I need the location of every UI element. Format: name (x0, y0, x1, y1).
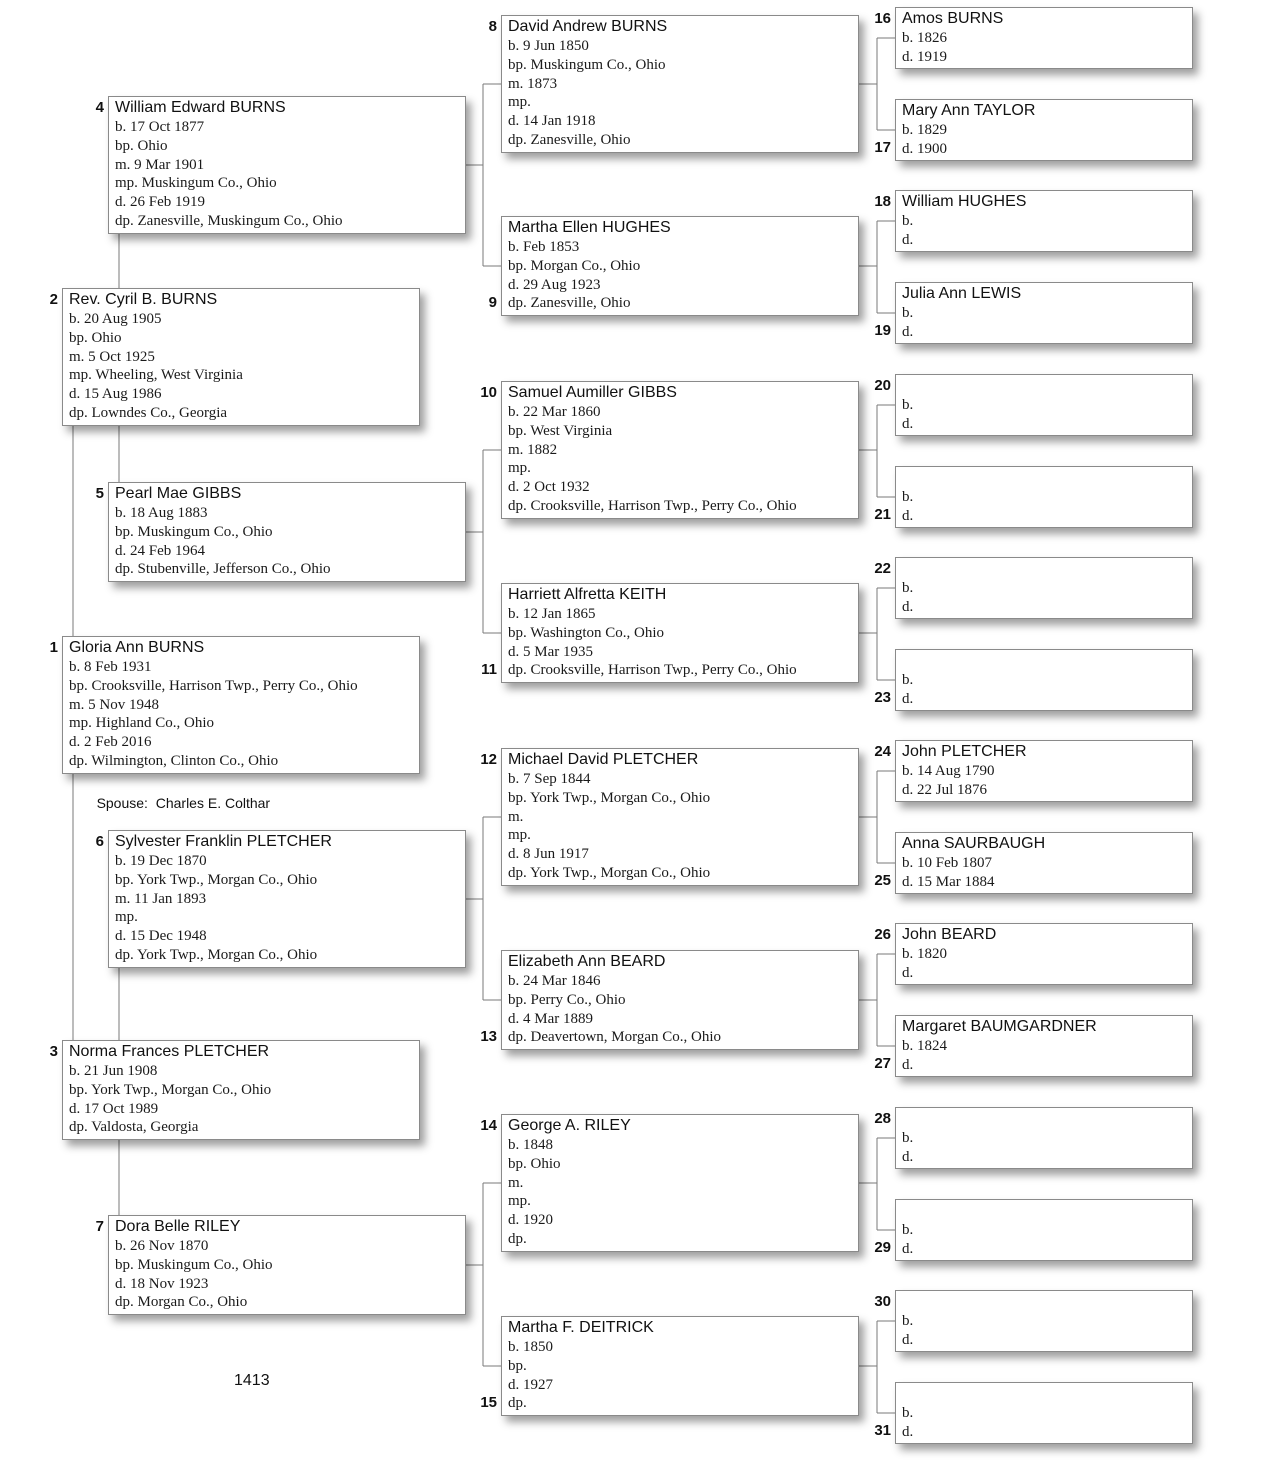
ancestor-number: 30 (874, 1293, 891, 1310)
person-box-12[interactable] (501, 748, 859, 886)
fact-b: b. 21 Jun 1908 (69, 1063, 158, 1079)
fact-d: d. 1920 (508, 1212, 553, 1229)
fact-bp: bp. Muskingum Co., Ohio (508, 56, 666, 73)
fact-bp: bp. York Twp., Morgan Co., Ohio (115, 871, 318, 888)
person-box-16[interactable] (895, 7, 1193, 69)
person-name: Dora Belle RILEY (115, 1218, 241, 1235)
fact-dp: dp. Zanesville, Ohio (508, 295, 631, 312)
fact-mp: mp. (508, 1193, 531, 1210)
person-box-15[interactable] (501, 1316, 859, 1416)
fact-d: d. 17 Oct 1989 (69, 1100, 159, 1117)
fact-bp: bp. Perry Co., Ohio (508, 991, 626, 1008)
fact-d: d. (902, 598, 914, 615)
fact-b: b. 20 Aug 1905 (69, 311, 162, 327)
fact-b: b. (902, 1222, 914, 1238)
person-name (902, 559, 1186, 579)
person-name: William HUGHES (902, 193, 1027, 210)
fact-d: d. 2 Oct 1932 (508, 479, 590, 496)
fact-b: b. 1826 (902, 30, 947, 46)
ancestor-number: 28 (874, 1110, 891, 1127)
fact-dp: dp. Wilmington, Clinton Co., Ohio (69, 752, 279, 769)
person-name (902, 468, 1186, 488)
person-name: William Edward BURNS (115, 99, 286, 116)
person-name (902, 1292, 1186, 1312)
fact-d: d. (902, 1240, 914, 1257)
page-number: 1413 (234, 1372, 270, 1389)
person-name: David Andrew BURNS (508, 18, 668, 35)
person-name: John PLETCHER (902, 743, 1027, 760)
person-name: Mary Ann TAYLOR (902, 102, 1036, 119)
ancestor-number: 17 (874, 139, 891, 156)
fact-b: b. (902, 305, 914, 321)
person-box-4[interactable] (108, 96, 466, 234)
person-name: George A. RILEY (508, 1117, 631, 1134)
fact-dp: dp. Deavertown, Morgan Co., Ohio (508, 1029, 722, 1046)
person-name: Margaret BAUMGARDNER (902, 1018, 1097, 1035)
person-box-13[interactable] (501, 950, 859, 1050)
fact-dp: dp. York Twp., Morgan Co., Ohio (115, 946, 318, 963)
person-box-6[interactable] (108, 830, 466, 968)
ancestor-number: 2 (49, 291, 58, 308)
fact-b: b. (902, 1405, 914, 1421)
fact-dp: dp. Zanesville, Muskingum Co., Ohio (115, 212, 343, 229)
ancestor-number: 26 (874, 926, 891, 943)
fact-d: d. (902, 1423, 914, 1440)
fact-d: d. 15 Aug 1986 (69, 386, 162, 403)
fact-m: m. (508, 1174, 524, 1191)
fact-b: b. 12 Jan 1865 (508, 606, 596, 622)
fact-mp: mp. Highland Co., Ohio (69, 715, 214, 732)
ancestor-number: 19 (874, 322, 891, 339)
person-box-1[interactable] (62, 636, 420, 774)
person-name: Harriett Alfretta KEITH (508, 586, 667, 603)
fact-mp: mp. (508, 94, 531, 111)
fact-d: d. 15 Dec 1948 (115, 928, 207, 945)
person-box-28[interactable] (895, 1107, 1193, 1169)
person-box-20[interactable] (895, 374, 1193, 436)
fact-mp: mp. Wheeling, West Virginia (69, 367, 243, 384)
fact-b: b. 9 Jun 1850 (508, 38, 589, 54)
ancestor-number: 31 (874, 1422, 891, 1439)
person-name: Elizabeth Ann BEARD (508, 953, 666, 970)
person-name: Michael David PLETCHER (508, 751, 699, 768)
person-box-26[interactable] (895, 923, 1193, 985)
fact-b: b. 26 Nov 1870 (115, 1238, 209, 1254)
fact-bp: bp. Crooksville, Harrison Twp., Perry Co., Ohio (69, 677, 358, 694)
person-name: Martha Ellen HUGHES (508, 219, 671, 236)
ancestor-number: 21 (874, 506, 891, 523)
fact-bp: bp. Muskingum Co., Ohio (115, 1256, 273, 1273)
fact-d: d. (902, 231, 914, 248)
person-box-30[interactable] (895, 1290, 1193, 1352)
person-box-21[interactable] (895, 466, 1193, 528)
ancestor-number: 1 (49, 639, 58, 656)
person-box-25[interactable] (895, 832, 1193, 894)
person-name (902, 1384, 1186, 1404)
fact-dp: dp. Lowndes Co., Georgia (69, 404, 228, 421)
fact-d: d. 24 Feb 1964 (115, 542, 205, 559)
fact-bp: bp. Morgan Co., Ohio (508, 257, 641, 274)
ancestor-number: 24 (874, 743, 891, 760)
fact-b: b. 1848 (508, 1137, 553, 1153)
person-name (902, 376, 1186, 396)
fact-dp: dp. Crooksville, Harrison Twp., Perry Co., Ohio (508, 497, 797, 514)
fact-b: b. (902, 1313, 914, 1329)
fact-b: b. 19 Dec 1870 (115, 853, 207, 869)
fact-d: d. (902, 1056, 914, 1073)
fact-b: b. (902, 397, 914, 413)
fact-dp: dp. Morgan Co., Ohio (115, 1294, 248, 1311)
fact-d: d. (902, 415, 914, 432)
fact-mp: mp. Muskingum Co., Ohio (115, 175, 277, 192)
person-name (902, 651, 1186, 671)
fact-b: b. 18 Aug 1883 (115, 505, 208, 521)
ancestor-number: 18 (874, 193, 891, 210)
ancestor-number: 11 (481, 661, 497, 678)
ancestor-number: 15 (480, 1394, 497, 1411)
fact-b: b. 10 Feb 1807 (902, 855, 992, 871)
fact-bp: bp. Ohio (508, 1155, 561, 1172)
fact-d: d. 5 Mar 1935 (508, 643, 593, 660)
person-box-11[interactable] (501, 583, 859, 683)
fact-dp: dp. Stubenville, Jefferson Co., Ohio (115, 561, 331, 578)
person-box-2[interactable] (62, 288, 420, 426)
fact-d: d. 1927 (508, 1376, 553, 1393)
fact-b: b. (902, 672, 914, 688)
fact-dp: dp. (508, 1230, 527, 1247)
fact-b: b. 17 Oct 1877 (115, 119, 205, 135)
fact-dp: dp. York Twp., Morgan Co., Ohio (508, 864, 711, 881)
fact-m: m. 5 Nov 1948 (69, 696, 159, 713)
fact-d: d. 22 Jul 1876 (902, 781, 988, 798)
spouse-label: Spouse: (96, 795, 148, 811)
ancestor-number: 20 (874, 377, 891, 394)
fact-m: m. 1882 (508, 441, 558, 458)
fact-d: d. 1919 (902, 48, 947, 65)
person-name (902, 1201, 1186, 1221)
person-box-3[interactable] (62, 1040, 420, 1140)
fact-dp: dp. Valdosta, Georgia (69, 1119, 199, 1136)
fact-d: d. (902, 964, 914, 981)
ancestor-number: 25 (874, 872, 891, 889)
fact-m: m. 9 Mar 1901 (115, 156, 205, 173)
fact-d: d. (902, 507, 914, 524)
person-box-22[interactable] (895, 557, 1193, 619)
ancestor-number: 23 (874, 689, 891, 706)
ancestor-number: 7 (95, 1218, 104, 1235)
person-box-27[interactable] (895, 1015, 1193, 1077)
fact-d: d. 1900 (902, 140, 947, 157)
person-box-23[interactable] (895, 649, 1193, 711)
ancestor-number: 22 (874, 560, 891, 577)
fact-dp: dp. (508, 1395, 527, 1412)
person-name: Norma Frances PLETCHER (69, 1043, 270, 1060)
fact-mp: mp. (115, 909, 138, 926)
ancestor-number: 14 (480, 1117, 497, 1134)
ancestor-number: 16 (874, 10, 891, 27)
person-box-8[interactable] (501, 15, 859, 153)
person-name: Pearl Mae GIBBS (115, 485, 242, 502)
spouse-name: Charles E. Colthar (155, 795, 271, 811)
fact-d: d. 8 Jun 1917 (508, 846, 589, 863)
person-name: Amos BURNS (902, 10, 1004, 27)
fact-b: b. 7 Sep 1844 (508, 771, 591, 787)
fact-d: d. 4 Mar 1889 (508, 1010, 593, 1027)
spouse-row (81, 779, 270, 827)
fact-d: d. (902, 690, 914, 707)
fact-d: d. 26 Feb 1919 (115, 194, 205, 211)
person-box-17[interactable] (895, 99, 1193, 161)
fact-bp: bp. York Twp., Morgan Co., Ohio (69, 1081, 272, 1098)
fact-b: b. 1824 (902, 1038, 947, 1054)
fact-bp: bp. Ohio (115, 137, 168, 154)
fact-b: b. 8 Feb 1931 (69, 659, 152, 675)
fact-mp: mp. (508, 827, 531, 844)
fact-d: d. 29 Aug 1923 (508, 276, 601, 293)
person-box-7[interactable] (108, 1215, 466, 1315)
fact-bp: bp. York Twp., Morgan Co., Ohio (508, 789, 711, 806)
fact-d: d. 14 Jan 1918 (508, 113, 596, 130)
fact-b: b. Feb 1853 (508, 239, 580, 255)
fact-mp: mp. (508, 460, 531, 477)
person-box-19[interactable] (895, 282, 1193, 344)
fact-d: d. 15 Mar 1884 (902, 873, 995, 890)
person-box-14[interactable] (501, 1114, 859, 1252)
person-name: Martha F. DEITRICK (508, 1319, 654, 1336)
fact-bp: bp. Washington Co., Ohio (508, 624, 665, 641)
person-box-5[interactable] (108, 482, 466, 582)
ancestor-number: 9 (488, 294, 497, 311)
fact-bp: bp. Muskingum Co., Ohio (115, 523, 273, 540)
person-box-31[interactable] (895, 1382, 1193, 1444)
fact-b: b. 1820 (902, 946, 947, 962)
fact-b: b. (902, 580, 914, 596)
fact-bp: bp. Ohio (69, 329, 122, 346)
person-box-24[interactable] (895, 740, 1193, 802)
fact-m: m. 5 Oct 1925 (69, 348, 155, 365)
fact-dp: dp. Zanesville, Ohio (508, 131, 631, 148)
person-name: Samuel Aumiller GIBBS (508, 384, 677, 401)
fact-d: d. (902, 1148, 914, 1165)
ancestor-number: 12 (480, 751, 497, 768)
person-name: Gloria Ann BURNS (69, 639, 205, 656)
person-name: John BEARD (902, 926, 997, 943)
fact-m: m. (508, 808, 524, 825)
fact-b: b. (902, 1130, 914, 1146)
person-name: Sylvester Franklin PLETCHER (115, 833, 332, 850)
fact-b: b. (902, 489, 914, 505)
ancestor-number: 29 (874, 1239, 891, 1256)
ancestor-number: 8 (488, 18, 497, 35)
person-name: Julia Ann LEWIS (902, 285, 1022, 302)
fact-bp: bp. West Virginia (508, 422, 613, 439)
person-box-18[interactable] (895, 190, 1193, 252)
fact-d: d. (902, 323, 914, 340)
fact-m: m. 1873 (508, 75, 558, 92)
ancestor-number: 27 (874, 1055, 891, 1072)
fact-m: m. 11 Jan 1893 (115, 890, 207, 907)
person-name: Anna SAURBAUGH (902, 835, 1046, 852)
fact-b: b. 24 Mar 1846 (508, 973, 601, 989)
ancestor-number: 4 (95, 99, 104, 116)
fact-d: d. 2 Feb 2016 (69, 734, 152, 751)
ancestor-number: 5 (95, 485, 104, 502)
fact-b: b. (902, 213, 914, 229)
fact-b: b. 14 Aug 1790 (902, 763, 995, 779)
fact-b: b. 1829 (902, 122, 947, 138)
person-box-10[interactable] (501, 381, 859, 519)
person-box-9[interactable] (501, 216, 859, 316)
ancestor-number: 13 (480, 1028, 497, 1045)
fact-bp: bp. (508, 1357, 527, 1374)
ancestor-number: 3 (49, 1043, 58, 1060)
person-name (902, 1109, 1186, 1129)
fact-dp: dp. Crooksville, Harrison Twp., Perry Co., Ohio (508, 662, 797, 679)
ancestor-number: 10 (480, 384, 497, 401)
fact-d: d. 18 Nov 1923 (115, 1275, 209, 1292)
person-box-29[interactable] (895, 1199, 1193, 1261)
fact-b: b. 1850 (508, 1339, 553, 1355)
fact-b: b. 22 Mar 1860 (508, 404, 601, 420)
ancestor-number: 6 (95, 833, 104, 850)
fact-d: d. (902, 1331, 914, 1348)
person-name: Rev. Cyril B. BURNS (69, 291, 218, 308)
